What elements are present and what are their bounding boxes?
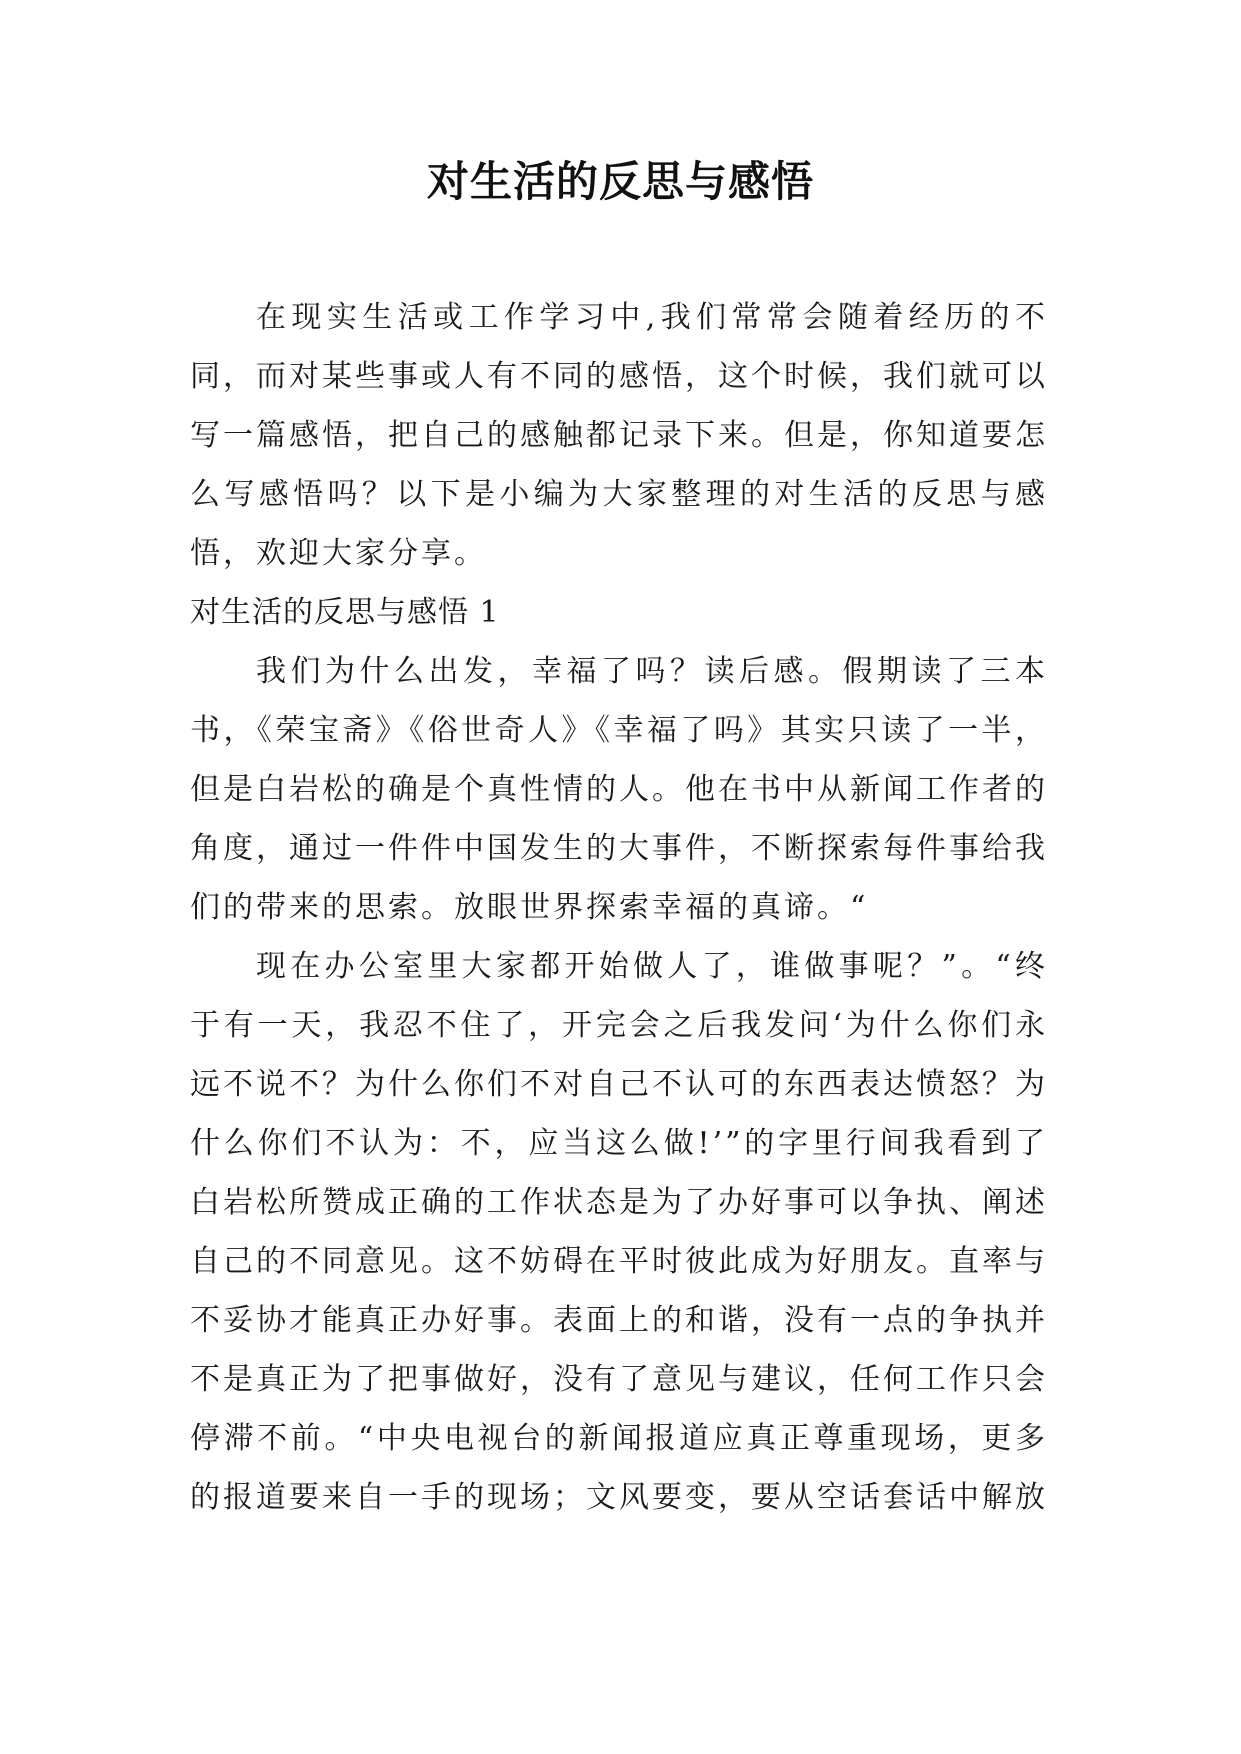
body-paragraph: 现在办公室里大家都开始做人了，谁做事呢？”。“终于有一天，我忍不住了，开完会之后我发问‘为什么你们永远不说不？为什么你们不对自己不认可的东西表达愤怒？为什么你们不认为：不，应当这么做!’”的字里行间我看到了白岩松所赞成正确的工作状态是为了办好事可以争执、阐述自己的不同意见。这不妨碍在平时彼此成为好朋友。直率与不妥协才能真正办好事。表面上的和谐，没有一点的争执并不是真正为了把事做好，没有了意见与建议，任何工作只会停滞不前。“中央电视台的新闻报道应真正尊重现场，更多的报道要来自一手的现场；文风要变，要从空话套话中解放 [190,949,1048,1515]
body-paragraph: 我们为什么出发，幸福了吗？读后感。假期读了三本书，《荣宝斋》《俗世奇人》《幸福了吗》其实只读了一半，但是白岩松的确是个真性情的人。他在书中从新闻工作者的角度，通过一件件中国发生的大事件，不断探索每件事给我们的带来的思索。放眼世界探索幸福的真谛。“ [190,654,1048,925]
section-heading: 对生活的反思与感悟 1 [190,595,500,630]
document-title: 对生活的反思与感悟 [426,157,814,206]
intro-paragraph: 在现实生活或工作学习中,我们常常会随着经历的不同，而对某些事或人有不同的感悟，这个时候，我们就可以写一篇感悟，把自己的感触都记录下来。但是，你知道要怎么写感悟吗？以下是小编为大家整理的对生活的反思与感悟，欢迎大家分享。 [190,300,1048,571]
document-body [190,288,1048,1527]
